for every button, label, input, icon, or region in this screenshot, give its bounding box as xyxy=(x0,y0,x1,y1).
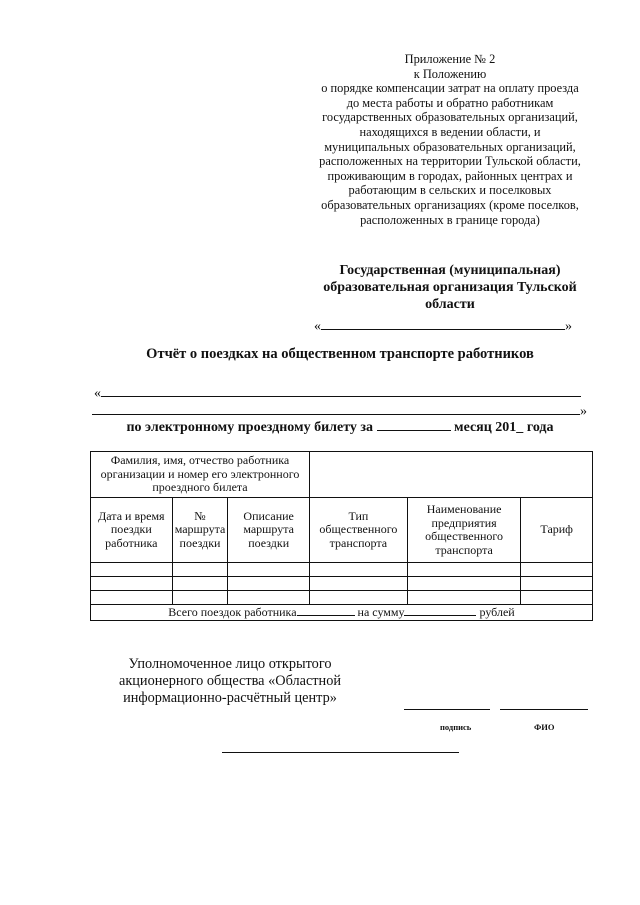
organization-line: Государственная (муниципальная) xyxy=(339,263,561,278)
appendix-line: работающим в сельских и поселковых xyxy=(348,183,552,198)
quote-open: « xyxy=(94,386,101,401)
organization-line: области xyxy=(425,297,475,312)
organization-line: образовательная организация Тульской xyxy=(323,280,577,295)
authority-line: информационно-расчётный центр» xyxy=(123,690,337,706)
employee-info-header: Фамилия, имя, отчество работника организации и номер его электронного проездного билета xyxy=(91,452,310,498)
table-cell xyxy=(91,577,173,591)
appendix-line: находящихся в ведении области, и xyxy=(359,124,541,139)
quote-close: » xyxy=(580,404,587,419)
appendix-line: расположенных в границе города) xyxy=(360,212,540,227)
authorized-person xyxy=(70,656,390,707)
total-sum-blank xyxy=(404,605,476,616)
table-row xyxy=(91,563,593,577)
quote-close: » xyxy=(565,319,572,334)
appendix-line: о порядке компенсации затрат на оплату проезда xyxy=(321,81,579,96)
table-cell xyxy=(172,563,228,577)
table-cell xyxy=(228,577,310,591)
table-cell xyxy=(521,563,593,577)
appendix-line: к Положению xyxy=(413,66,487,81)
total-trips-blank xyxy=(297,605,355,616)
column-header-transport-company: Наименование предприятия общественного транспорта xyxy=(407,498,521,563)
appendix-line: проживающим в городах, районных центрах и xyxy=(327,168,573,183)
appendix-line: государственных образовательных организаций, xyxy=(322,110,578,125)
trips-table xyxy=(90,451,593,621)
month-blank xyxy=(377,430,451,431)
authority-line: Уполномоченное лицо открытого xyxy=(128,656,332,672)
table-column-headers xyxy=(91,498,593,563)
table-cell xyxy=(228,563,310,577)
signature-label: подпись xyxy=(440,722,472,732)
appendix-line: расположенных на территории Тульской области, xyxy=(319,154,581,169)
name-line xyxy=(500,709,588,710)
table-cell xyxy=(407,577,521,591)
employee-name-field-continued xyxy=(92,402,592,420)
bottom-signature-line xyxy=(222,752,459,753)
table-cell xyxy=(309,591,407,605)
organization-heading xyxy=(300,262,600,313)
appendix-line: муниципальных образовательных организаций, xyxy=(324,139,576,154)
report-title: Отчёт о поездках на общественном транспорте работников xyxy=(146,346,534,362)
table-row xyxy=(91,591,593,605)
column-header-transport-type: Тип общественного транспорта xyxy=(309,498,407,563)
report-period xyxy=(90,420,590,436)
quote-open: « xyxy=(314,319,321,334)
table-total-row xyxy=(91,605,593,621)
table-cell xyxy=(309,577,407,591)
table-row xyxy=(91,577,593,591)
appendix-line: Приложение № 2 xyxy=(404,52,496,66)
table-cell xyxy=(521,577,593,591)
name-label: ФИО xyxy=(534,722,555,732)
table-cell xyxy=(407,591,521,605)
total-sum-label: на сумму xyxy=(357,605,405,620)
table-cell xyxy=(172,577,228,591)
column-header-route-number: № маршрута поездки xyxy=(172,498,228,563)
table-cell xyxy=(91,563,173,577)
total-trips-label: Всего поездок работника xyxy=(168,605,297,620)
appendix-line: до места работы и обратно работникам xyxy=(346,95,554,110)
employee-name-blank-2 xyxy=(92,402,580,415)
table-cell xyxy=(521,591,593,605)
appendix-header xyxy=(300,52,600,227)
period-prefix: по электронному проездному билету за xyxy=(126,420,374,435)
signature-line xyxy=(404,709,490,710)
signature-block xyxy=(404,709,588,739)
table-cell xyxy=(228,591,310,605)
table-cell xyxy=(172,591,228,605)
appendix-line: образовательных организациях (кроме поселков, xyxy=(321,197,579,212)
table-cell xyxy=(309,563,407,577)
table-header-row xyxy=(91,452,593,498)
period-suffix: года xyxy=(526,420,554,435)
column-header-route-description: Описание маршрута поездки xyxy=(228,498,310,563)
employee-name-field xyxy=(94,383,594,402)
table-cell xyxy=(407,563,521,577)
currency-label: рублей xyxy=(479,605,515,620)
table-cell xyxy=(91,591,173,605)
period-mid: месяц 201_ xyxy=(454,420,524,435)
employee-name-blank xyxy=(101,383,581,397)
organization-name-blank xyxy=(321,317,565,330)
organization-name-field xyxy=(314,317,584,335)
total-cell xyxy=(91,605,593,621)
employee-info-cell xyxy=(309,452,592,498)
column-header-datetime: Дата и время поездки работника xyxy=(91,498,173,563)
authority-line: акционерного общества «Областной xyxy=(118,673,342,689)
column-header-tariff: Тариф xyxy=(521,498,593,563)
